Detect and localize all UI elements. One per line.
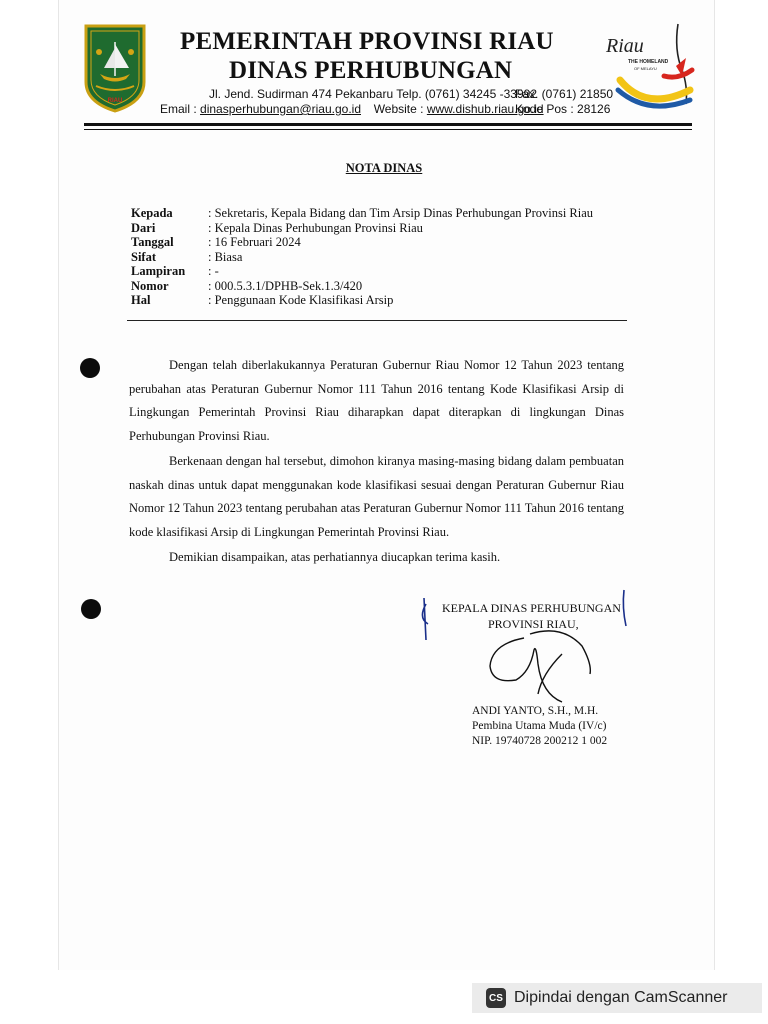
- punch-hole: [80, 358, 100, 378]
- meta-label: Dari: [131, 220, 156, 235]
- body-closing: Demikian disampaikan, atas perhatiannya diucapkan terima kasih.: [169, 550, 501, 564]
- meta-row-lampiran: [131, 264, 219, 279]
- handwritten-signature: [412, 584, 644, 704]
- body-paragraph-1: Dengan telah diberlakukannya Peraturan Gubernur Riau Nomor 12 Tahun 2023 tentang perubahan atas Peraturan Gubernur Nomor 111 Tahun 2016 tentang Kode Klasifikasi Arsip di Lingkungan Pemerintah Provinsi Riau diharapkan dapat diterapkan di lingkungan Dinas Perhubungan Provinsi Riau.: [129, 358, 624, 443]
- camscanner-icon: CS: [486, 988, 506, 1008]
- document-title: NOTA DINAS: [345, 161, 423, 175]
- camscanner-watermark: [472, 983, 762, 1013]
- website-label: Website :: [373, 102, 424, 116]
- svg-text:OF MELAYU: OF MELAYU: [634, 66, 657, 71]
- meta-value: : 000.5.3.1/DPHB-Sek.1.3/420: [208, 278, 363, 293]
- signature-rank: Pembina Utama Muda (IV/c): [472, 720, 607, 732]
- letterhead-title-province: PEMERINTAH PROVINSI RIAU: [180, 28, 554, 55]
- camscanner-label: Dipindai dengan CamScanner: [514, 989, 728, 1006]
- signature-position-line2: PROVINSI RIAU,: [488, 617, 579, 631]
- riau-emblem-logo: [82, 22, 148, 114]
- meta-row-nomor: [131, 279, 362, 294]
- letterhead-fax: Fax. (0761) 21850: [515, 87, 614, 101]
- svg-text:Riau: Riau: [606, 35, 644, 57]
- meta-row-hal: [131, 293, 393, 308]
- website-link[interactable]: www.dishub.riau.go.id: [426, 102, 544, 116]
- letterhead-address: [209, 87, 537, 101]
- meta-label: Lampiran: [131, 264, 186, 278]
- meta-row-dari: [131, 221, 423, 236]
- svg-text:RIAU: RIAU: [107, 98, 123, 104]
- meta-value: : -: [208, 264, 219, 278]
- meta-label: Sifat: [131, 249, 156, 264]
- meta-row-sifat: [131, 250, 242, 265]
- meta-value: : Penggunaan Kode Klasifikasi Arsip: [208, 293, 394, 307]
- email-link[interactable]: dinasperhubungan@riau.go.id: [200, 102, 361, 116]
- letterhead-rule-thin: [84, 129, 692, 130]
- letterhead-contact-line: [160, 102, 544, 116]
- meta-label: Nomor: [131, 278, 169, 293]
- meta-divider: [127, 320, 627, 321]
- letterhead-title-agency: DINAS PERHUBUNGAN: [229, 57, 513, 84]
- signature-nip: NIP. 19740728 200212 1 002: [472, 735, 608, 747]
- meta-value: : Biasa: [208, 249, 243, 264]
- meta-row-tanggal: [131, 235, 301, 250]
- svg-text:THE HOMELAND: THE HOMELAND: [628, 59, 669, 65]
- riau-homeland-logo: [600, 20, 696, 115]
- meta-value: : Kepala Dinas Perhubungan Provinsi Riau: [208, 220, 423, 235]
- meta-label: Hal: [131, 293, 151, 307]
- meta-label: Kepada: [131, 206, 173, 220]
- meta-value: : Sekretaris, Kepala Bidang dan Tim Arsip Dinas Perhubungan Provinsi Riau: [208, 206, 594, 220]
- meta-row-kepada: [131, 206, 593, 221]
- body-paragraph-2: Berkenaan dengan hal tersebut, dimohon kiranya masing-masing bidang dalam pembuatan naskah dinas untuk dapat menggunakan kode klasifikasi sesuai dengan Peraturan Gubernur Riau Nomor 12 Tahun 2023 tentang perubahan atas Peraturan Gubernur Nomor 111 Tahun 2016 tentang kode klasifikasi Arsip di Lingkungan Pemerintah Provinsi Riau.: [129, 454, 624, 539]
- signature-position-line1: KEPALA DINAS PERHUBUNGAN: [442, 601, 621, 615]
- signature-name: ANDI YANTO, S.H., M.H.: [472, 705, 599, 717]
- address-text: Jl. Jend. Sudirman 474 Pekanbaru Telp. (0761) 34245 -33992: [209, 87, 538, 101]
- meta-value: : 16 Februari 2024: [208, 235, 301, 249]
- letterhead-postcode: Kode Pos : 28126: [515, 102, 611, 116]
- punch-hole: [81, 599, 101, 619]
- email-label: Email :: [160, 102, 197, 116]
- letterhead-rule-thick: [84, 123, 692, 126]
- meta-label: Tanggal: [131, 235, 174, 249]
